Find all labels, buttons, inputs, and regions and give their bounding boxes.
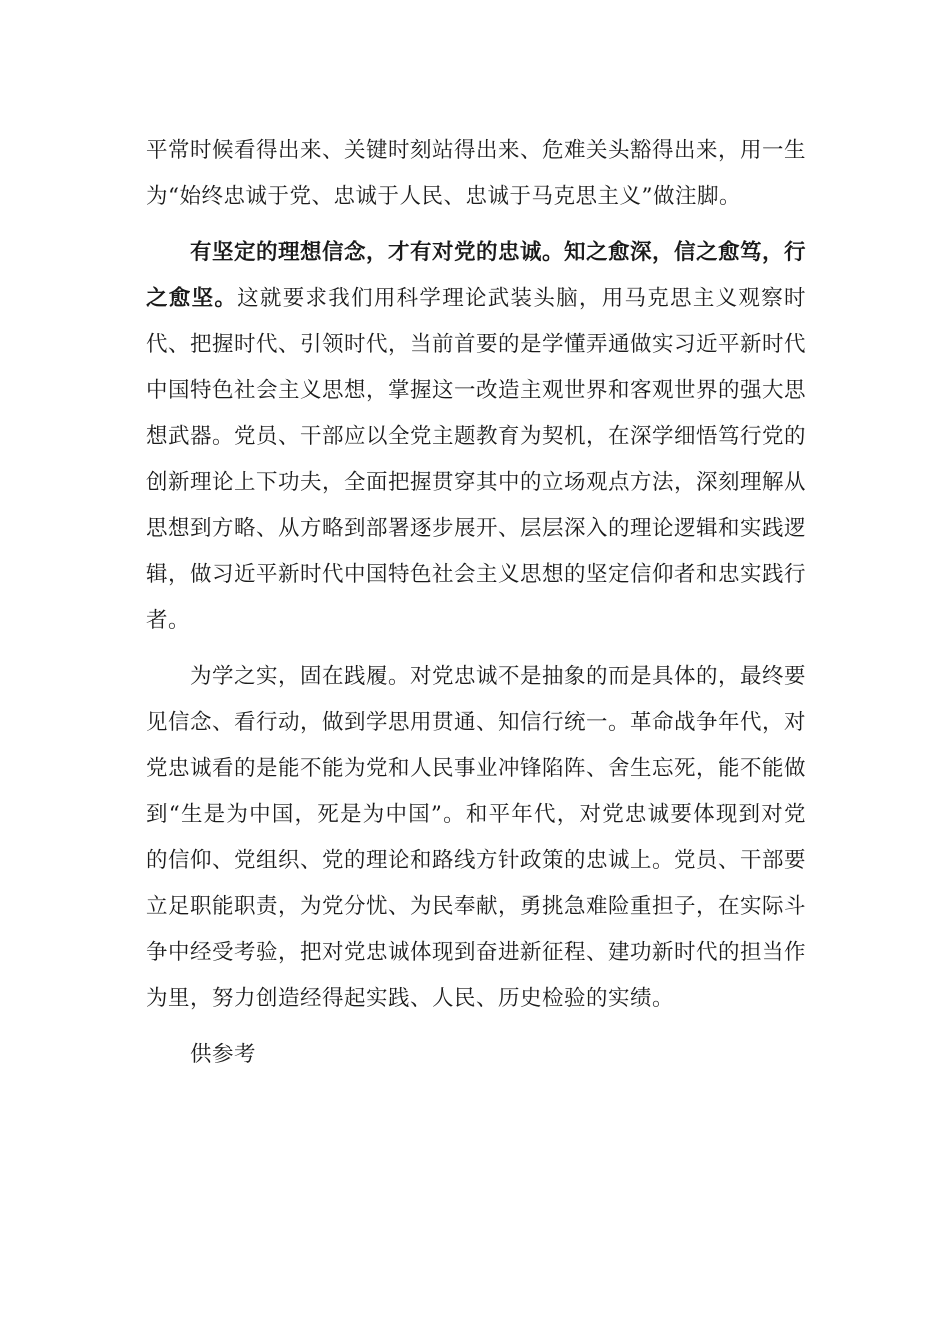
paragraph-ideals bbox=[146, 230, 806, 644]
paragraph-lead-bold: 有坚定的理想信念，才有对党的忠诚。知之愈深，信之愈笃，行之愈坚。 bbox=[146, 240, 807, 311]
paragraph-gap bbox=[146, 644, 806, 654]
paragraph-reference-note: 供参考 bbox=[190, 1042, 257, 1067]
paragraph-practice: 为学之实，固在践履。对党忠诚不是抽象的而是具体的，最终要见信念、看行动，做到学思用贯通、知信行统一。革命战争年代，对党忠诚看的是能不能为党和人民事业冲锋陷阵、舍生忘死，能不能做到“生是为中国，死是为中国”。和平年代，对党忠诚要体现到对党的信仰、党组织、党的理论和路线方针政策的忠诚上。党员、干部要立足职能职责，为党分忧、为民奉献，勇挑急难险重担子，在实际斗争中经受考验，把对党忠诚体现到奋进新征程、建功新时代的担当作为里，努力创造经得起实践、人民、历史检验的实绩。 bbox=[146, 664, 807, 1011]
paragraph-gap bbox=[146, 1022, 806, 1032]
paragraph-gap bbox=[146, 220, 806, 230]
paragraph-continuation: 平常时候看得出来、关键时刻站得出来、危难关头豁得出来，用一生为“始终忠诚于党、忠诚于人民、忠诚于马克思主义”做注脚。 bbox=[146, 138, 807, 209]
paragraph-body: 这就要求我们用科学理论武装头脑，用马克思主义观察时代、把握时代、引领时代，当前首要的是学懂弄通做实习近平新时代中国特色社会主义思想，掌握这一改造主观世界和客观世界的强大思想武器。党员、干部应以全党主题教育为契机，在深学细悟笃行党的创新理论上下功夫，全面把握贯穿其中的立场观点方法，深刻理解从思想到方略、从方略到部署逐步展开、层层深入的理论逻辑和实践逻辑，做习近平新时代中国特色社会主义思想的坚定信仰者和忠实践行者。 bbox=[146, 286, 807, 633]
document-body bbox=[146, 128, 806, 1078]
